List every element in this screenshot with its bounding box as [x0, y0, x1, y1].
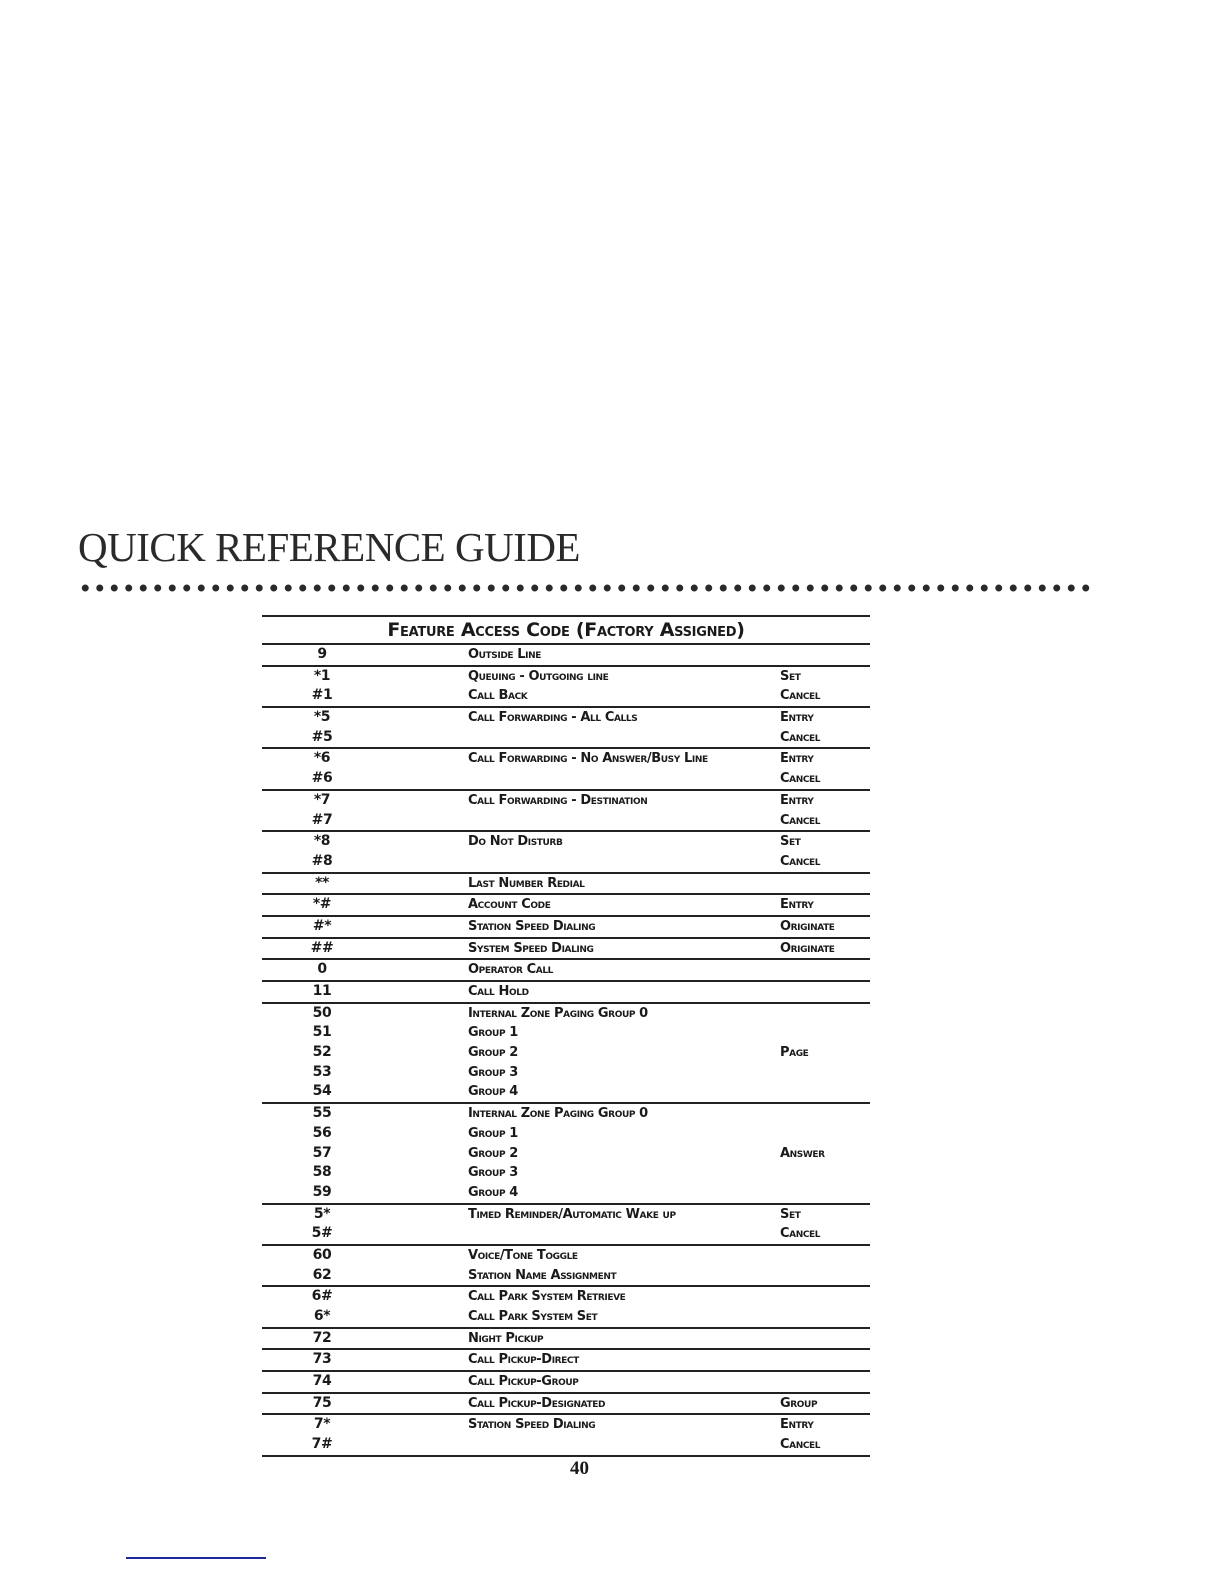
feat-cell: Call Back — [468, 688, 528, 704]
code-cell: 0 — [317, 961, 327, 978]
table-row — [262, 1372, 870, 1392]
action-cell: Cancel — [780, 688, 821, 704]
footer-rule — [126, 1557, 266, 1559]
code-cell: ## — [310, 939, 334, 956]
table-row — [262, 1063, 870, 1083]
table-row-group — [262, 1415, 870, 1456]
action-cell: Cancel — [780, 729, 821, 745]
table-row — [262, 769, 870, 789]
feat-cell: Queuing - Outgoing line — [468, 668, 609, 684]
code-cell: #5 — [311, 728, 333, 745]
feat-cell: Timed Reminder/Automatic Wake up — [468, 1206, 676, 1222]
action-cell: Set — [780, 668, 801, 684]
feat-cell: Call Pickup-Direct — [468, 1352, 579, 1368]
table-row — [262, 1124, 870, 1144]
table-body — [262, 645, 870, 1457]
table-row — [262, 1163, 870, 1183]
feat-cell: Group 2 — [468, 1045, 518, 1061]
table-row — [262, 1329, 870, 1349]
action-cell: Cancel — [780, 771, 821, 787]
feature-code-table — [262, 615, 870, 1457]
table-row-group — [262, 1004, 870, 1104]
table-row-group — [262, 832, 870, 873]
action-cell: Entry — [780, 1417, 814, 1433]
table-row-group — [262, 895, 870, 917]
table-row — [262, 1394, 870, 1414]
table-row-group — [262, 1246, 870, 1287]
table-row-group — [262, 1372, 870, 1394]
code-cell: 5# — [311, 1225, 333, 1242]
code-cell: 73 — [312, 1351, 332, 1368]
code-cell: 57 — [312, 1144, 332, 1161]
feat-cell: System Speed Dialing — [468, 940, 594, 956]
feat-cell: Call Forwarding - No Answer/Busy Line — [468, 751, 708, 767]
table-row — [262, 1224, 870, 1244]
code-cell: *# — [312, 896, 332, 913]
table-row — [262, 1415, 870, 1435]
feat-cell: Group 1 — [468, 1125, 518, 1141]
feat-cell: Night Pickup — [468, 1330, 544, 1346]
action-cell: Originate — [780, 918, 835, 934]
feat-cell: Group 3 — [468, 1064, 518, 1080]
action-cell: Entry — [780, 897, 814, 913]
table-row — [262, 982, 870, 1002]
code-cell: 72 — [312, 1329, 332, 1346]
table-row — [262, 1307, 870, 1327]
feat-cell: Call Hold — [468, 984, 529, 999]
table-row-group — [262, 982, 870, 1004]
code-cell: 6* — [313, 1308, 331, 1324]
feat-cell: Call Forwarding - All Calls — [468, 710, 638, 726]
action-cell: Page — [780, 1045, 809, 1061]
code-cell: 52 — [312, 1044, 332, 1061]
table-row — [262, 667, 870, 687]
table-row-group — [262, 791, 870, 832]
table-row-group — [262, 1329, 870, 1351]
table-row-group — [262, 1205, 870, 1246]
feat-cell: Call Park System Retrieve — [468, 1289, 626, 1305]
table-row — [262, 1144, 870, 1164]
code-cell: 9 — [317, 646, 327, 662]
feat-cell: Do Not Disturb — [468, 834, 563, 850]
table-row — [262, 791, 870, 811]
code-cell: 53 — [312, 1063, 332, 1080]
table-row — [262, 811, 870, 831]
feat-cell: Station Name Assignment — [468, 1267, 617, 1283]
action-cell: Cancel — [780, 1226, 821, 1242]
feat-cell: Internal Zone Paging Group 0 — [468, 1106, 648, 1122]
dotted-divider — [78, 582, 1094, 594]
table-row — [262, 1183, 870, 1203]
action-cell: Cancel — [780, 812, 821, 828]
table-row-group — [262, 1104, 870, 1204]
feat-cell: Call Park System Set — [468, 1309, 598, 1324]
table-row — [262, 749, 870, 769]
table-row — [262, 939, 870, 959]
code-cell: 74 — [312, 1373, 332, 1390]
page-number: 40 — [570, 1458, 589, 1479]
feat-cell: Call Pickup-Designated — [468, 1395, 606, 1411]
code-cell: 51 — [312, 1024, 332, 1041]
code-cell: ** — [315, 874, 329, 891]
code-cell: 59 — [312, 1183, 332, 1200]
page-title: QUICK REFERENCE GUIDE — [78, 524, 580, 570]
code-cell: 50 — [312, 1004, 332, 1021]
feat-cell: Operator Call — [468, 962, 554, 978]
code-cell: 7# — [311, 1436, 333, 1453]
table-row — [262, 917, 870, 937]
action-cell: Originate — [780, 940, 835, 956]
table-row — [262, 1287, 870, 1307]
table-row — [262, 1205, 870, 1225]
code-cell: 55 — [312, 1105, 332, 1122]
code-cell: *6 — [313, 750, 331, 767]
table-row — [262, 708, 870, 728]
code-cell: 75 — [312, 1394, 332, 1411]
feat-cell: Call Pickup-Group — [468, 1374, 579, 1390]
feat-cell: Group 4 — [468, 1184, 518, 1200]
table-row-group — [262, 917, 870, 939]
table-row — [262, 874, 870, 894]
table-row — [262, 1266, 870, 1286]
table-row — [262, 1043, 870, 1063]
table-title: Feature Access Code (Factory Assigned) — [262, 615, 870, 645]
feat-cell: Group 2 — [468, 1145, 518, 1161]
feat-cell: Call Forwarding - Destination — [468, 792, 648, 808]
table-row — [262, 832, 870, 852]
table-row — [262, 852, 870, 872]
table-row-group — [262, 939, 870, 961]
code-cell: 7* — [313, 1416, 331, 1433]
action-cell: Cancel — [780, 853, 821, 869]
action-cell: Answer — [780, 1145, 825, 1161]
feat-cell: Voice/Tone Toggle — [468, 1247, 578, 1263]
code-cell: 54 — [312, 1083, 332, 1100]
table-row — [262, 686, 870, 706]
table-row — [262, 728, 870, 748]
feat-cell: Station Speed Dialing — [468, 918, 596, 934]
table-row-group — [262, 960, 870, 982]
table-row-group — [262, 645, 870, 667]
code-cell: *1 — [313, 667, 331, 684]
code-cell: 62 — [312, 1266, 332, 1283]
table-row — [262, 645, 870, 665]
table-row-group — [262, 1394, 870, 1416]
code-cell: 56 — [312, 1124, 332, 1141]
table-row — [262, 1082, 870, 1102]
feat-cell: Outside Line — [468, 647, 541, 662]
action-cell: Entry — [780, 751, 814, 767]
table-row — [262, 1435, 870, 1455]
table-row-group — [262, 708, 870, 749]
code-cell: 6# — [311, 1288, 333, 1305]
table-row-group — [262, 1287, 870, 1328]
feat-cell: Account Code — [468, 897, 551, 913]
code-cell: *8 — [313, 833, 331, 850]
table-row — [262, 1004, 870, 1024]
feat-cell: Group 1 — [468, 1025, 518, 1041]
table-row — [262, 895, 870, 915]
table-row-group — [262, 874, 870, 896]
action-cell: Cancel — [780, 1437, 821, 1453]
table-row — [262, 1350, 870, 1370]
action-cell: Group — [780, 1395, 818, 1411]
code-cell: #6 — [311, 770, 333, 787]
table-row — [262, 960, 870, 980]
feat-cell: Station Speed Dialing — [468, 1417, 596, 1433]
action-cell: Set — [780, 834, 801, 850]
code-cell: #* — [312, 917, 332, 934]
table-row-group — [262, 1350, 870, 1372]
table-row — [262, 1104, 870, 1124]
code-cell: 5* — [313, 1205, 331, 1222]
feat-cell: Group 3 — [468, 1165, 518, 1181]
code-cell: *7 — [313, 791, 331, 808]
code-cell: 58 — [312, 1164, 332, 1181]
feat-cell: Last Number Redial — [468, 875, 585, 891]
table-row — [262, 1246, 870, 1266]
action-cell: Entry — [780, 710, 814, 726]
code-cell: 11 — [312, 983, 332, 999]
code-cell: #8 — [311, 852, 333, 869]
table-row — [262, 1023, 870, 1043]
table-row-group — [262, 749, 870, 790]
table-row-group — [262, 667, 870, 708]
code-cell: 60 — [312, 1246, 332, 1263]
code-cell: #7 — [311, 811, 333, 828]
code-cell: #1 — [311, 687, 333, 704]
feat-cell: Internal Zone Paging Group 0 — [468, 1005, 648, 1021]
action-cell: Entry — [780, 792, 814, 808]
code-cell: *5 — [313, 709, 331, 726]
action-cell: Set — [780, 1206, 801, 1222]
feat-cell: Group 4 — [468, 1084, 518, 1100]
